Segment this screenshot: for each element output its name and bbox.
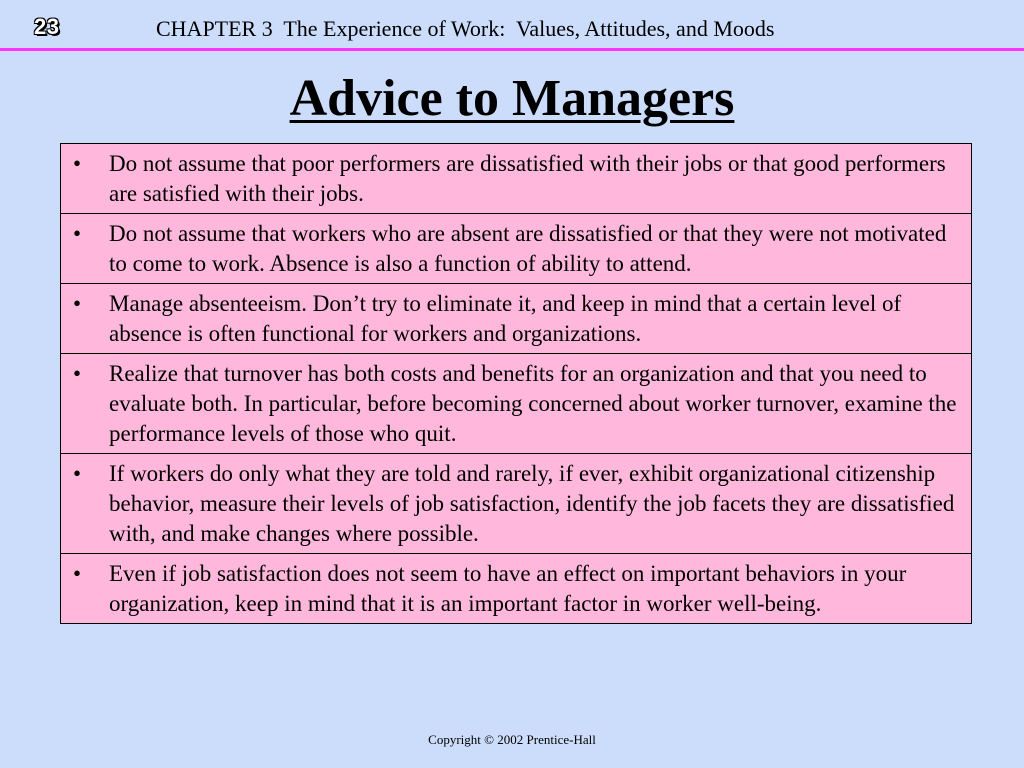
advice-row	[61, 353, 971, 453]
bullet-icon: •	[73, 151, 82, 176]
bullet-icon: •	[73, 561, 82, 586]
bullet-icon: •	[73, 291, 82, 316]
advice-table	[60, 143, 972, 624]
slide-number: 23	[34, 14, 60, 39]
header-rule	[0, 48, 1024, 51]
copyright-footer: Copyright © 2002 Prentice-Hall	[428, 732, 596, 747]
advice-text: Realize that turnover has both costs and benefits for an organization and that you need to evaluate both. In particular, before becoming concerned about worker turnover, examine the performance levels of those who quit.	[109, 361, 957, 446]
advice-row	[61, 144, 971, 213]
advice-row	[61, 213, 971, 283]
chapter-header: CHAPTER 3 The Experience of Work: Values, Attitudes, and Moods	[156, 16, 775, 41]
bullet-icon: •	[73, 461, 82, 486]
advice-text: If workers do only what they are told and rarely, if ever, exhibit organizational citizenship behavior, measure their levels of job satisfaction, identify the job facets they are dissatisfied with, and make changes where possible.	[109, 461, 955, 546]
advice-text: Do not assume that workers who are absent are dissatisfied or that they were not motivated to come to work. Absence is also a function of ability to attend.	[109, 221, 947, 276]
bullet-icon: •	[73, 361, 82, 386]
advice-row	[61, 283, 971, 353]
advice-row	[61, 553, 971, 623]
advice-text: Do not assume that poor performers are dissatisfied with their jobs or that good performers are satisfied with their jobs.	[109, 151, 946, 206]
bullet-icon: •	[73, 221, 82, 246]
advice-text: Even if job satisfaction does not seem to have an effect on important behaviors in your organization, keep in mind that it is an important factor in worker well-being.	[109, 561, 907, 616]
advice-row	[61, 453, 971, 553]
advice-text: Manage absenteeism. Don’t try to eliminate it, and keep in mind that a certain level of absence is often functional for workers and organizations.	[109, 291, 902, 346]
page-title: Advice to Managers	[289, 70, 735, 127]
